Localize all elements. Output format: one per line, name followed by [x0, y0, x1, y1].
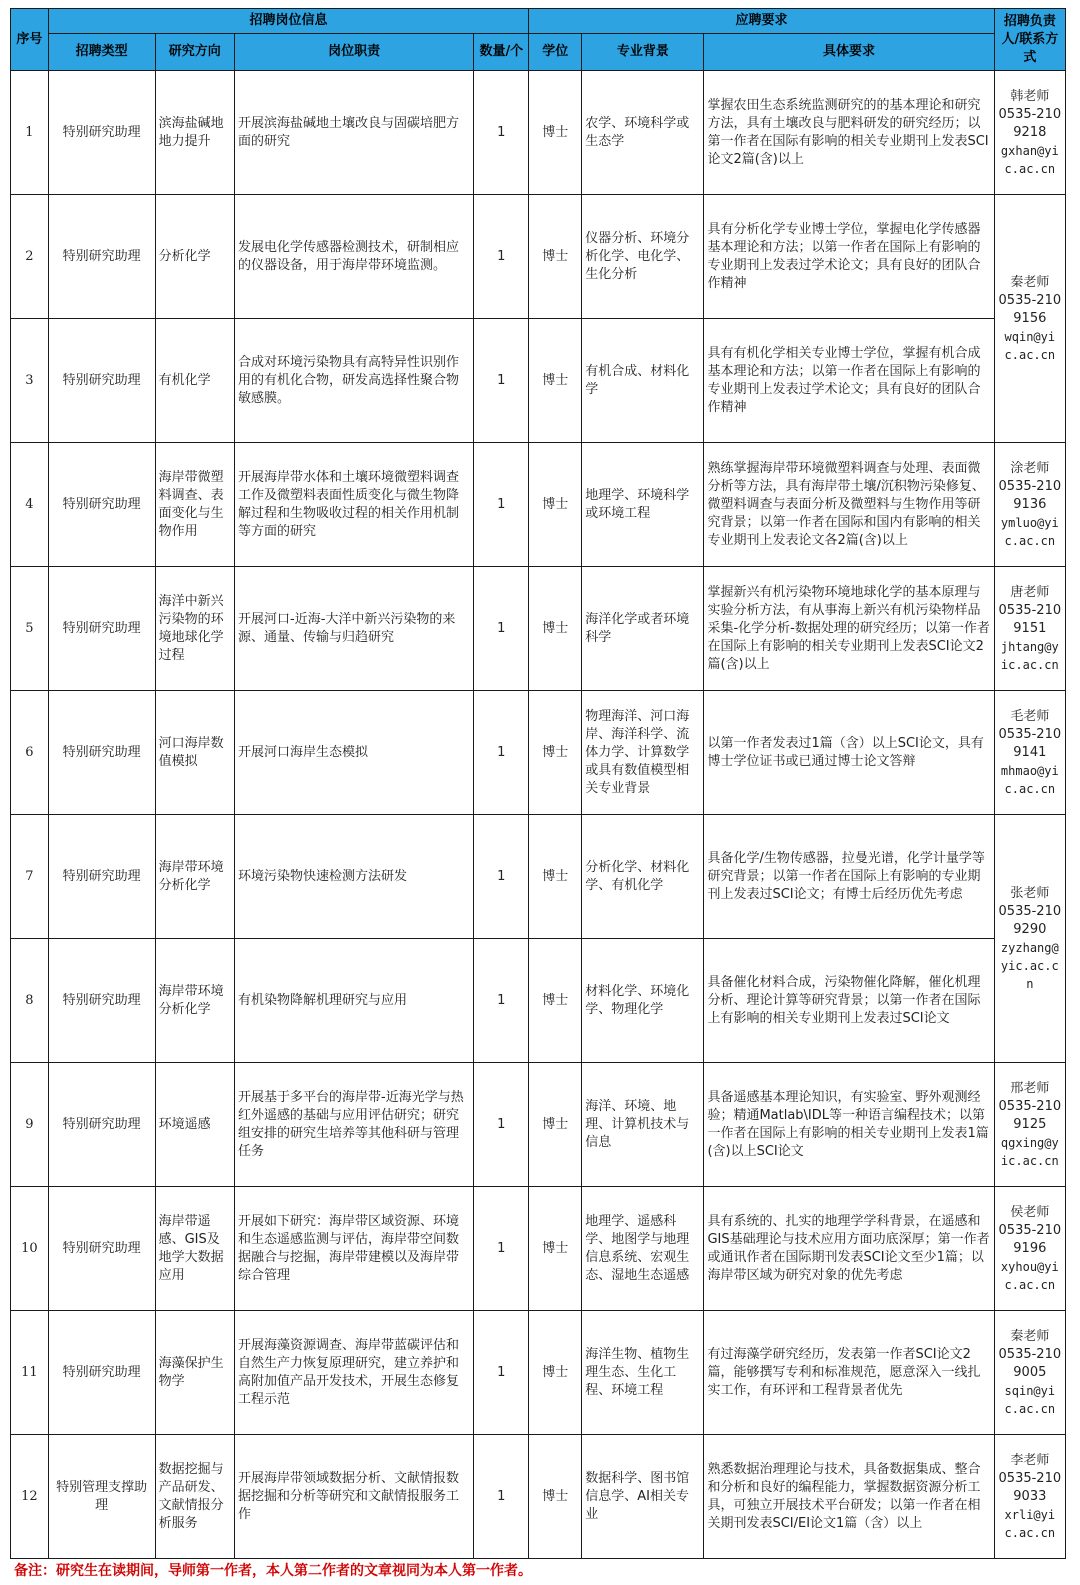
contact-name: 涂老师 — [1010, 460, 1050, 476]
row-count: 1 — [474, 815, 529, 939]
row-major: 数据科学、图书馆信息学、AI相关专业 — [582, 1435, 704, 1559]
row-requirements: 熟练掌握海岸带环境微塑料调查与处理、表面微分析等方法，具有海岸带土壤/沉积物污染修复、微塑料调查与表面分析及微塑料与生物作用等研究背景；以第一作者在国际和国内有影响的相关专业期刊上发表论文各2篇(含)以上 — [704, 443, 994, 567]
row-requirements: 有过海藻学研究经历，发表第一作者SCI论文2篇，能够撰写专利和标准规范，愿意深入一线扎实工作，有环评和工程背景者优先 — [704, 1311, 994, 1435]
contact-phone: 0535-2109125 — [998, 1098, 1062, 1132]
row-direction: 分析化学 — [155, 195, 234, 319]
row-degree: 博士 — [529, 1435, 582, 1559]
contact-phone: 0535-2109141 — [998, 726, 1062, 760]
row-direction: 滨海盐碱地地力提升 — [155, 71, 234, 195]
table-row — [11, 195, 1066, 319]
header-group-requirements: 应聘要求 — [529, 9, 994, 34]
row-duty: 环境污染物快速检测方法研发 — [235, 815, 474, 939]
row-major: 物理海洋、河口海岸、海洋科学、流体力学、计算数学或具有数值模型相关专业背景 — [582, 691, 704, 815]
row-duty: 合成对环境污染物具有高特异性识别作用的有机化合物，研发高选择性聚合物敏感膜。 — [235, 319, 474, 443]
row-requirements: 具备化学/生物传感器，拉曼光谱，化学计量学等研究背景；以第一作者在国际上有影响的专业期刊上发表过SCI论文；有博士后经历优先考虑 — [704, 815, 994, 939]
contact-name: 邢老师 — [1010, 1080, 1050, 1096]
contact-email: xyhou@yic.ac.cn — [1000, 1259, 1059, 1292]
header-duty: 岗位职责 — [235, 34, 474, 71]
row-type: 特别研究助理 — [48, 71, 155, 195]
row-major: 海洋生物、植物生理生态、生化工程、环境工程 — [582, 1311, 704, 1435]
row-count: 1 — [474, 195, 529, 319]
row-count: 1 — [474, 1435, 529, 1559]
row-major: 海洋化学或者环境科学 — [582, 567, 704, 691]
row-contact — [994, 1187, 1065, 1311]
row-type: 特别研究助理 — [48, 195, 155, 319]
row-type: 特别研究助理 — [48, 443, 155, 567]
row-duty: 开展基于多平台的海岸带-近海光学与热红外遥感的基础与应用评估研究；研究组安排的研究生培养等其他科研与管理任务 — [235, 1063, 474, 1187]
row-direction: 河口海岸数值模拟 — [155, 691, 234, 815]
row-duty: 有机染物降解机理研究与应用 — [235, 939, 474, 1063]
row-requirements: 掌握新兴有机污染物环境地球化学的基本原理与实验分析方法，有从事海上新兴有机污染物样品采集-化学分析-数据处理的研究经历；以第一作者在国际上有影响的相关专业期刊上发表SCI论文2篇(含)以上 — [704, 567, 994, 691]
row-count: 1 — [474, 1063, 529, 1187]
contact-name: 侯老师 — [1010, 1204, 1050, 1220]
row-seq: 10 — [11, 1187, 49, 1311]
row-type: 特别研究助理 — [48, 567, 155, 691]
row-direction: 有机化学 — [155, 319, 234, 443]
contact-phone: 0535-2109151 — [998, 602, 1062, 636]
row-seq: 7 — [11, 815, 49, 939]
contact-name: 秦老师 — [1010, 1328, 1050, 1344]
contact-email: gxhan@yic.ac.cn — [1000, 143, 1059, 176]
row-major: 有机合成、材料化学 — [582, 319, 704, 443]
row-duty: 发展电化学传感器检测技术，研制相应的仪器设备，用于海岸带环境监测。 — [235, 195, 474, 319]
row-seq: 6 — [11, 691, 49, 815]
row-type: 特别研究助理 — [48, 1063, 155, 1187]
row-type: 特别研究助理 — [48, 815, 155, 939]
row-seq: 2 — [11, 195, 49, 319]
row-degree: 博士 — [529, 195, 582, 319]
contact-email: zyzhang@yic.ac.cn — [1000, 940, 1059, 991]
row-seq: 8 — [11, 939, 49, 1063]
row-degree: 博士 — [529, 71, 582, 195]
row-type: 特别研究助理 — [48, 319, 155, 443]
contact-name: 唐老师 — [1010, 584, 1050, 600]
row-count: 1 — [474, 939, 529, 1063]
row-type: 特别研究助理 — [48, 1311, 155, 1435]
row-requirements: 具备催化材料合成，污染物催化降解，催化机理分析、理论计算等研究背景；以第一作者在国际上有影响的相关专业期刊上发表过SCI论文 — [704, 939, 994, 1063]
row-requirements: 具有分析化学专业博士学位，掌握电化学传感器基本理论和方法；以第一作者在国际上有影响的专业期刊上发表过学术论文；具有良好的团队合作精神 — [704, 195, 994, 319]
contact-email: sqin@yic.ac.cn — [1004, 1383, 1056, 1416]
row-degree: 博士 — [529, 319, 582, 443]
footnote: 备注：研究生在读期间，导师第一作者，本人第二作者的文章视同为本人第一作者。 — [14, 1563, 532, 1579]
row-direction: 海洋中新兴污染物的环境地球化学过程 — [155, 567, 234, 691]
row-major: 海洋、环境、地理、计算机技术与信息 — [582, 1063, 704, 1187]
row-contact — [994, 1311, 1065, 1435]
row-requirements: 具有有机化学相关专业博士学位，掌握有机合成基本理论和方法；以第一作者在国际上有影响的专业期刊上发表过学术论文；具有良好的团队合作精神 — [704, 319, 994, 443]
row-contact — [994, 195, 1065, 443]
row-count: 1 — [474, 443, 529, 567]
header-seq: 序号 — [11, 9, 49, 71]
table-row — [11, 1063, 1066, 1187]
row-major: 农学、环境科学或生态学 — [582, 71, 704, 195]
row-type: 特别研究助理 — [48, 691, 155, 815]
contact-phone: 0535-2109005 — [998, 1346, 1062, 1380]
contact-email: mhmao@yic.ac.cn — [1000, 763, 1059, 796]
row-direction: 海藻保护生物学 — [155, 1311, 234, 1435]
row-duty: 开展河口-近海-大洋中新兴污染物的来源、通量、传输与归趋研究 — [235, 567, 474, 691]
contact-name: 毛老师 — [1010, 708, 1050, 724]
contact-email: ymluo@yic.ac.cn — [1000, 515, 1059, 548]
row-seq: 9 — [11, 1063, 49, 1187]
table-row — [11, 939, 1066, 1063]
row-duty: 开展如下研究：海岸带区域资源、环境和生态遥感监测与评估，海岸带空间数据融合与挖掘，海岸带建模以及海岸带综合管理 — [235, 1187, 474, 1311]
row-duty: 开展海藻资源调查、海岸带蓝碳评估和自然生产力恢复原理研究，建立养护和高附加值产品开发技术，开展生态修复工程示范 — [235, 1311, 474, 1435]
row-major: 仪器分析、环境分析化学、电化学、生化分析 — [582, 195, 704, 319]
row-direction: 海岸带环境分析化学 — [155, 815, 234, 939]
header-direction: 研究方向 — [155, 34, 234, 71]
row-count: 1 — [474, 567, 529, 691]
row-degree: 博士 — [529, 567, 582, 691]
row-type: 特别管理支撑助理 — [48, 1435, 155, 1559]
recruitment-table — [10, 8, 1066, 1559]
row-seq: 1 — [11, 71, 49, 195]
contact-phone: 0535-2109033 — [998, 1470, 1062, 1504]
contact-email: wqin@yic.ac.cn — [1004, 329, 1056, 362]
table-row — [11, 1435, 1066, 1559]
row-direction: 海岸带遥感、GIS及地学大数据应用 — [155, 1187, 234, 1311]
contact-name: 张老师 — [1010, 885, 1050, 901]
table-row — [11, 443, 1066, 567]
row-seq: 5 — [11, 567, 49, 691]
contact-phone: 0535-2109290 — [998, 903, 1062, 937]
table-row — [11, 319, 1066, 443]
contact-name: 秦老师 — [1010, 274, 1050, 290]
table-row — [11, 691, 1066, 815]
row-degree: 博士 — [529, 815, 582, 939]
row-contact — [994, 815, 1065, 1063]
row-requirements: 具有系统的、扎实的地理学学科背景，在遥感和GIS基础理论与技术应用方面功底深厚；第一作者或通讯作者在国际期刊发表SCI论文至少1篇；以海岸带区域为研究对象的优先考虑 — [704, 1187, 994, 1311]
row-direction: 海岸带微塑料调查、表面变化与生物作用 — [155, 443, 234, 567]
row-count: 1 — [474, 1311, 529, 1435]
table-row — [11, 1187, 1066, 1311]
row-seq: 12 — [11, 1435, 49, 1559]
contact-email: jhtang@yic.ac.cn — [1000, 639, 1059, 672]
row-count: 1 — [474, 319, 529, 443]
row-major: 地理学、环境科学或环境工程 — [582, 443, 704, 567]
header-degree: 学位 — [529, 34, 582, 71]
row-contact — [994, 1063, 1065, 1187]
row-requirements: 熟悉数据治理理论与技术，具备数据集成、整合和分析和良好的编程能力，掌握数据资源分析工具，可独立开展技术平台研发；以第一作者在相关期刊发表SCI/EI论文1篇（含）以上 — [704, 1435, 994, 1559]
row-count: 1 — [474, 691, 529, 815]
header-contact: 招聘负责人/联系方式 — [994, 9, 1065, 71]
row-contact — [994, 71, 1065, 195]
row-degree: 博士 — [529, 443, 582, 567]
contact-email: qgxing@yic.ac.cn — [1000, 1135, 1059, 1168]
contact-phone: 0535-2109136 — [998, 478, 1062, 512]
row-contact — [994, 443, 1065, 567]
row-seq: 4 — [11, 443, 49, 567]
row-duty: 开展河口海岸生态模拟 — [235, 691, 474, 815]
contact-phone: 0535-2109156 — [998, 292, 1062, 326]
header-count: 数量/个 — [474, 34, 529, 71]
contact-name: 李老师 — [1010, 1452, 1050, 1468]
table-row — [11, 71, 1066, 195]
row-direction: 环境遥感 — [155, 1063, 234, 1187]
row-type: 特别研究助理 — [48, 939, 155, 1063]
row-major: 分析化学、材料化学、有机化学 — [582, 815, 704, 939]
table-row — [11, 815, 1066, 939]
row-requirements: 具备遥感基本理论知识，有实验室、野外观测经验；精通Matlab\IDL等一种语言编程技术；以第一作者在国际上有影响的相关专业期刊上发表1篇(含)以上SCI论文 — [704, 1063, 994, 1187]
row-direction: 海岸带环境分析化学 — [155, 939, 234, 1063]
header-type: 招聘类型 — [48, 34, 155, 71]
row-duty: 开展海岸带领域数据分析、文献情报数据挖掘和分析等研究和文献情报服务工作 — [235, 1435, 474, 1559]
row-major: 地理学、遥感科学、地图学与地理信息系统、宏观生态、湿地生态遥感 — [582, 1187, 704, 1311]
header-group-info: 招聘岗位信息 — [48, 9, 529, 34]
table-row — [11, 1311, 1066, 1435]
row-degree: 博士 — [529, 691, 582, 815]
row-degree: 博士 — [529, 939, 582, 1063]
row-requirements: 掌握农田生态系统监测研究的的基本理论和研究方法，具有土壤改良与肥料研发的研究经历；以第一作者在国际有影响的相关专业期刊上发表SCI论文2篇(含)以上 — [704, 71, 994, 195]
row-requirements: 以第一作者发表过1篇（含）以上SCI论文，具有博士学位证书或已通过博士论文答辩 — [704, 691, 994, 815]
row-contact — [994, 567, 1065, 691]
row-seq: 11 — [11, 1311, 49, 1435]
row-seq: 3 — [11, 319, 49, 443]
table-body — [11, 71, 1066, 1559]
contact-phone: 0535-2109218 — [998, 106, 1062, 140]
row-contact — [994, 1435, 1065, 1559]
table-row — [11, 567, 1066, 691]
header-requirements: 具体要求 — [704, 34, 994, 71]
row-major: 材料化学、环境化学、物理化学 — [582, 939, 704, 1063]
contact-phone: 0535-2109196 — [998, 1222, 1062, 1256]
contact-name: 韩老师 — [1010, 88, 1050, 104]
row-degree: 博士 — [529, 1311, 582, 1435]
row-degree: 博士 — [529, 1063, 582, 1187]
row-count: 1 — [474, 1187, 529, 1311]
row-contact — [994, 691, 1065, 815]
contact-email: xrli@yic.ac.cn — [1004, 1507, 1056, 1540]
row-type: 特别研究助理 — [48, 1187, 155, 1311]
row-count: 1 — [474, 71, 529, 195]
row-degree: 博士 — [529, 1187, 582, 1311]
row-duty: 开展海岸带水体和土壤环境微塑料调查工作及微塑料表面性质变化与微生物降解过程和生物吸收过程的相关作用机制等方面的研究 — [235, 443, 474, 567]
row-direction: 数据挖掘与产品研发、文献情报分析服务 — [155, 1435, 234, 1559]
header-major: 专业背景 — [582, 34, 704, 71]
row-duty: 开展滨海盐碱地土壤改良与固碳培肥方面的研究 — [235, 71, 474, 195]
